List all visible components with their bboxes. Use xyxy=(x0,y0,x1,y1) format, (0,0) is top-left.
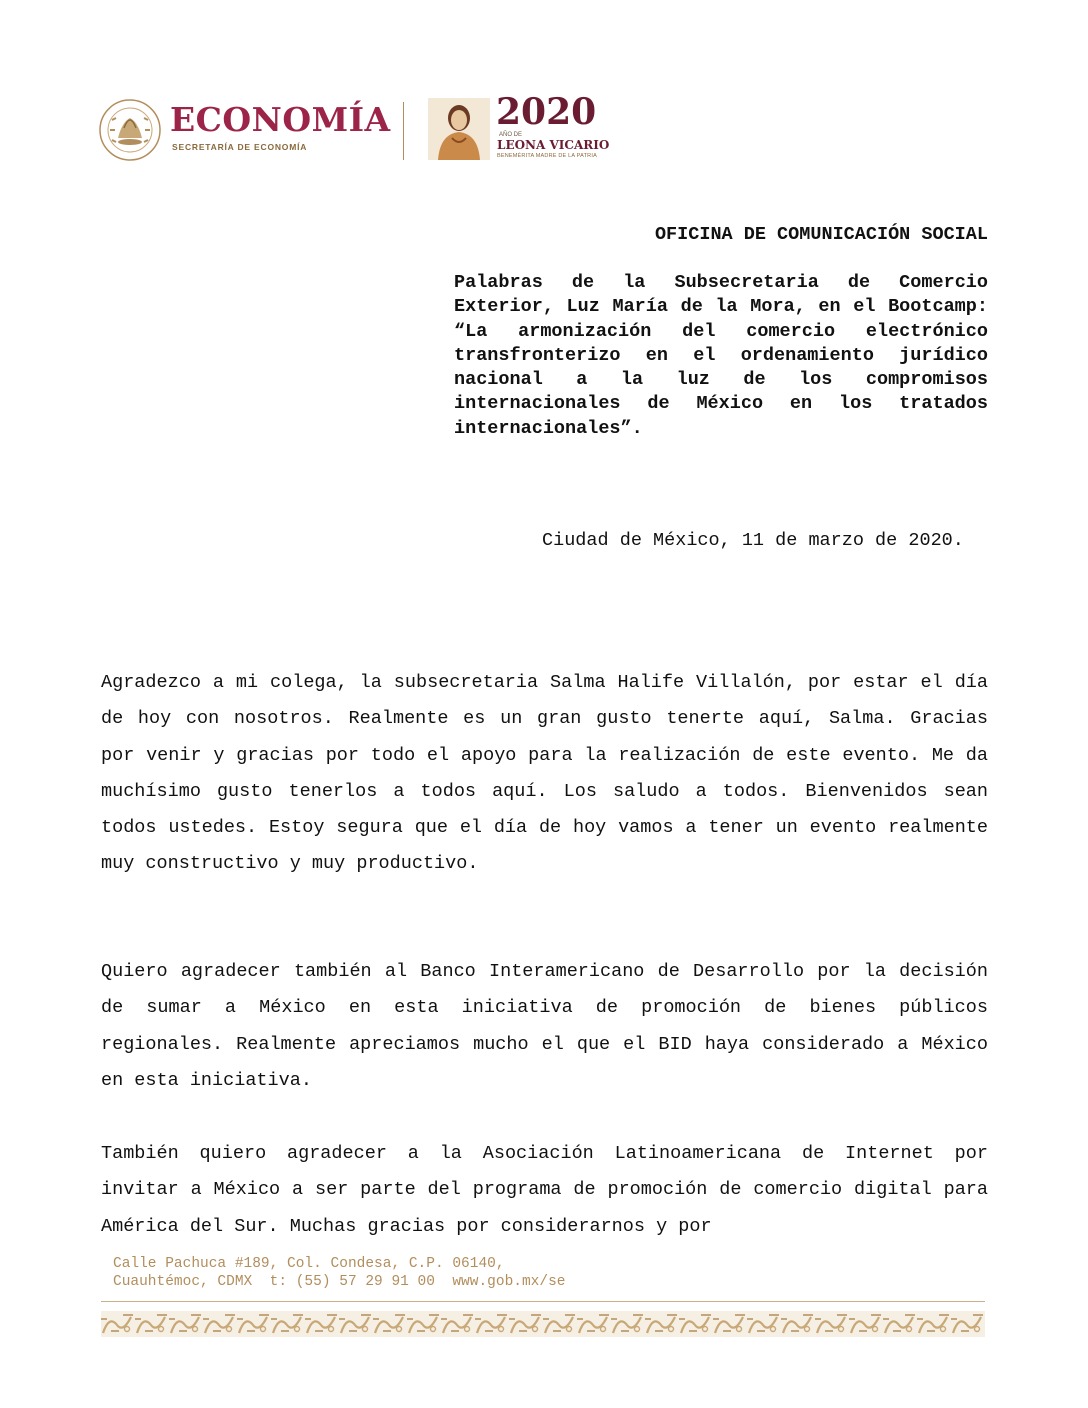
body-paragraph: Agradezco a mi colega, la subsecretaria Salma Halife Villalón, por estar el día de hoy con nosotros. Realmente es un gran gusto tenerte aquí, Salma. Gracias por venir y gracias por todo el apoyo para la realización de este evento. Me da muchísimo gusto tenerlos a todos aquí. Los saludo a todos. Bienvenidos sean todos ustedes. Estoy segura que el día de hoy vamos a tener un evento realmente muy constructivo y muy productivo. xyxy=(101,672,988,875)
body-paragraph: También quiero agradecer a la Asociación Latinoamericana de Internet por invitar a México a ser parte del programa de promoción de comercio digital para América del Sur. Muchas gracias por considerarnos y por xyxy=(101,1143,988,1237)
office-heading: OFICINA DE COMUNICACIÓN SOCIAL xyxy=(654,224,988,245)
speech-title: Palabras de la Subsecretaria de Comercio Exterior, Luz María de la Mora, en el Bootcamp: “La armonización del comercio electrónico transfronterizo en el ordenamiento jurídico nacional a la luz de los compromisos internacionales de México en los tratados internacionales”. xyxy=(454,272,988,439)
footer-divider xyxy=(101,1301,985,1302)
economia-logo-subtitle: SECRETARÍA DE ECONOMÍA xyxy=(172,142,308,152)
footer-address-line: Calle Pachuca #189, Col. Condesa, C.P. 06140, xyxy=(113,1256,505,1272)
economia-logo-word: ECONOMÍA xyxy=(170,100,391,139)
body-paragraph: Quiero agradecer también al Banco Interamericano de Desarrollo por la decisión de sumar a México en esta iniciativa de promoción de bienes públicos regionales. Realmente apreciamos mucho el que el BID haya considerado a México en esta iniciativa. xyxy=(101,961,988,1091)
mexican-coat-of-arms-seal-icon xyxy=(98,98,162,162)
decorative-pattern-band xyxy=(101,1311,985,1337)
year-label: 2020 xyxy=(496,91,597,133)
year-prefix: AÑO DE xyxy=(499,132,523,138)
logo-divider xyxy=(403,102,404,160)
leona-vicario-portrait-icon xyxy=(428,98,490,160)
year-honoree-subtitle: BENEMÉRITA MADRE DE LA PATRIA xyxy=(497,153,597,159)
dateline: Ciudad de México, 11 de marzo de 2020. xyxy=(542,530,964,551)
footer-address xyxy=(113,1255,565,1291)
page-header xyxy=(98,91,618,162)
footer-address-line: Cuauhtémoc, CDMX t: (55) 57 29 91 00 www.gob.mx/se xyxy=(113,1274,566,1290)
year-honoree-name: LEONA VICARIO xyxy=(497,138,610,152)
